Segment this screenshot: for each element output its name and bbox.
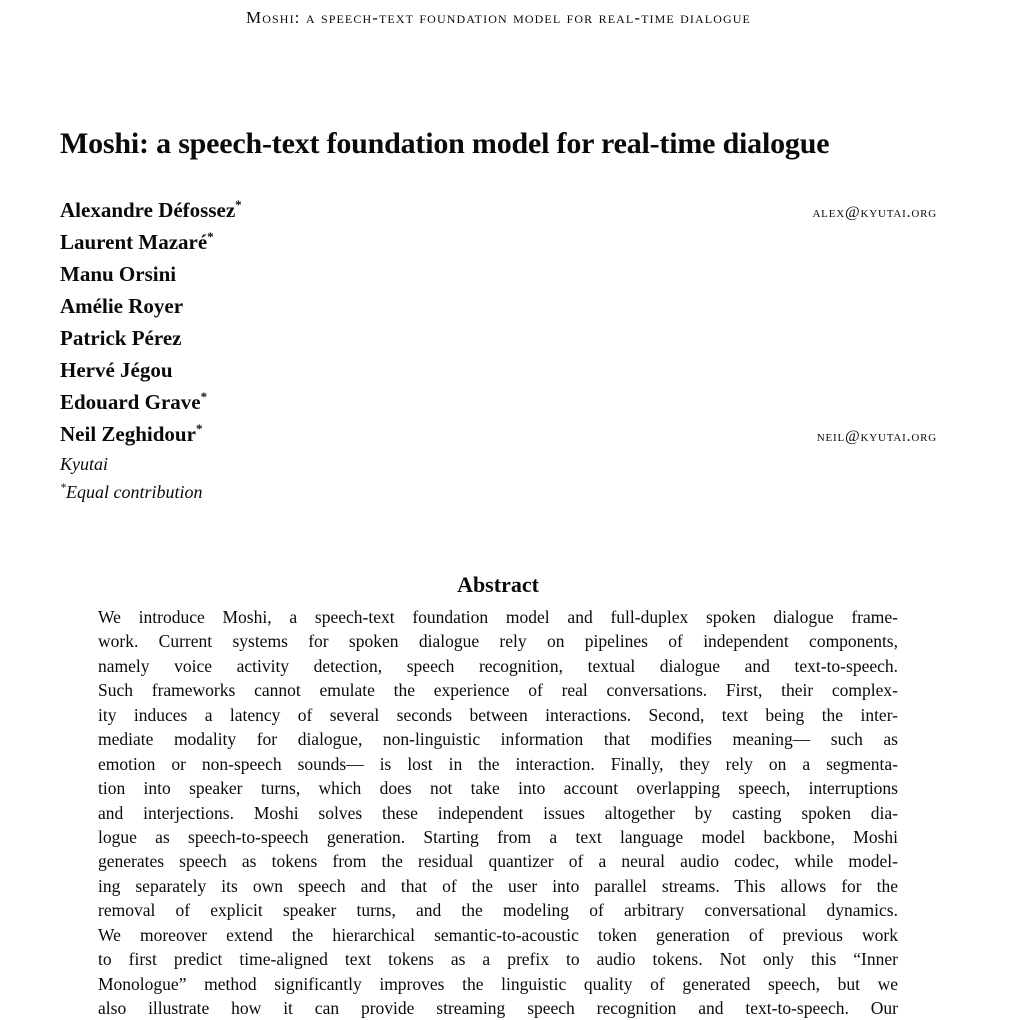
author-row	[60, 262, 937, 294]
equal-contribution-note-text: Equal contribution	[66, 482, 203, 502]
author-name	[60, 230, 214, 255]
author-name	[60, 198, 242, 223]
equal-contribution-mark: *	[195, 421, 203, 436]
author-name	[60, 262, 176, 287]
author-row	[60, 390, 937, 422]
author-name-text: Alexandre Défossez	[60, 198, 236, 222]
abstract-heading: Abstract	[457, 572, 539, 597]
abstract-line: work. Current systems for spoken dialogue rely on pipelines of independent components,	[98, 631, 898, 652]
author-row	[60, 198, 937, 230]
author-name	[60, 294, 183, 319]
abstract-line: ity induces a latency of several seconds between interactions. Second, text being the inter-	[98, 704, 898, 725]
author-block	[60, 198, 937, 510]
abstract-line: namely voice activity detection, speech recognition, textual dialogue and text-to-speech.	[98, 655, 898, 676]
author-name-text: Patrick Pérez	[60, 326, 182, 350]
author-name	[60, 390, 207, 415]
author-row	[60, 422, 937, 454]
author-row	[60, 358, 937, 390]
affiliation	[60, 454, 937, 482]
author-email: neil@kyutai.org	[816, 428, 937, 445]
abstract-line: logue as speech-to-speech generation. Starting from a text language model backbone, Moshi	[98, 826, 898, 847]
abstract-line: tion into speaker turns, which does not take into account overlapping speech, interruptions	[98, 778, 898, 799]
equal-contribution-mark: *	[235, 197, 242, 212]
equal-contribution-mark: *	[200, 389, 208, 404]
author-row	[60, 326, 937, 358]
author-email: alex@kyutai.org	[812, 204, 937, 221]
author-name-text: Amélie Royer	[60, 294, 184, 318]
abstract-line: generates speech as tokens from the residual quantizer of a neural audio codec, while model-	[98, 851, 898, 872]
abstract-line: ing separately its own speech and that of the user into parallel streams. This allows for the	[98, 875, 898, 896]
author-name	[60, 422, 202, 447]
abstract-line: emotion or non-speech sounds— is lost in the interaction. Finally, they rely on a segmenta-	[98, 753, 898, 774]
abstract-line: also illustrate how it can provide streaming speech recognition and text-to-speech. Our	[98, 998, 898, 1018]
running-head: Moshi: a speech-text foundation model for real-time dialogue	[246, 8, 751, 27]
author-row	[60, 294, 937, 326]
author-name-text: Manu Orsini	[60, 262, 177, 286]
affiliation-text: Kyutai	[60, 454, 108, 474]
abstract-line: and interjections. Moshi solves these independent issues altogether by casting spoken dia-	[98, 802, 898, 823]
abstract-line: to first predict time-aligned text tokens as a prefix to audio tokens. Not only this “Inner	[98, 949, 898, 970]
author-name	[60, 326, 181, 351]
equal-contribution-note	[60, 482, 937, 510]
author-name	[60, 358, 173, 383]
author-name-text: Neil Zeghidour	[60, 422, 196, 446]
author-row	[60, 230, 937, 262]
equal-contribution-mark: *	[207, 229, 214, 244]
abstract-line: Monologue” method significantly improves the linguistic quality of generated speech, but we	[98, 973, 898, 994]
abstract-line: removal of explicit speaker turns, and the modeling of arbitrary conversational dynamics.	[98, 900, 898, 921]
abstract-line: Such frameworks cannot emulate the experience of real conversations. First, their complex-	[98, 680, 898, 701]
author-name-text: Laurent Mazaré	[60, 230, 208, 254]
author-name-text: Edouard Grave	[60, 390, 201, 414]
paper-title: Moshi: a speech-text foundation model for real-time dialogue	[60, 127, 830, 160]
abstract-line: mediate modality for dialogue, non-linguistic information that modifies meaning— such as	[98, 729, 898, 750]
abstract-body	[98, 605, 898, 1020]
abstract-line: We introduce Moshi, a speech-text foundation model and full-duplex spoken dialogue frame-	[98, 607, 898, 627]
abstract-line: We moreover extend the hierarchical semantic-to-acoustic token generation of previous work	[98, 924, 898, 945]
equal-contribution-note-mark: *	[60, 480, 66, 494]
author-name-text: Hervé Jégou	[60, 358, 173, 382]
